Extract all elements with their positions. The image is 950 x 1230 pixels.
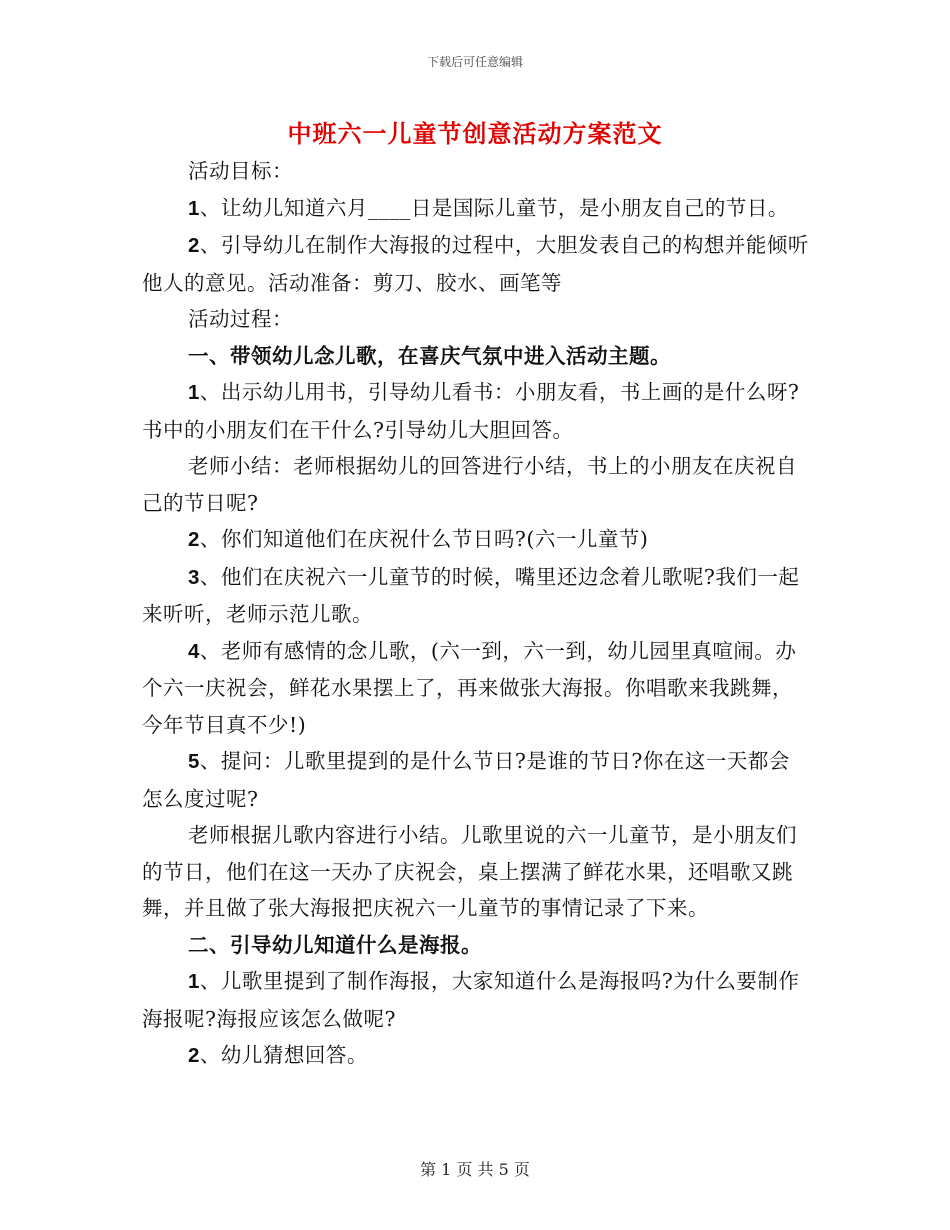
paragraph — [142, 448, 810, 521]
paragraph — [142, 633, 810, 744]
paragraph — [142, 1037, 810, 1075]
paragraph-text: 、出示幼儿用书，引导幼儿看书：小朋友看，书上画的是什么呀?书中的小朋友们在干什么?引导幼儿大胆回答。 — [142, 380, 800, 442]
paragraph-number: 1 — [188, 381, 200, 404]
paragraph — [142, 927, 810, 964]
paragraph-number: 1 — [188, 970, 200, 993]
paragraph-number: 5 — [188, 750, 200, 773]
paragraph-text: 、他们在庆祝六一儿童节的时候，嘴里还边念着儿歌呢?我们一起来听听，老师示范儿歌。 — [142, 564, 800, 626]
paragraph-text: 一、带领幼儿念儿歌，在喜庆气氛中进入活动主题。 — [188, 343, 671, 368]
paragraph-number: 2 — [188, 528, 200, 551]
paragraph-text: 活动目标： — [188, 159, 293, 183]
paragraph — [142, 817, 810, 927]
document-title: 中班六一儿童节创意活动方案范文 — [287, 119, 663, 148]
paragraph — [142, 153, 810, 190]
paragraph — [142, 743, 810, 817]
paragraph-text: 、让幼儿知道六月____日是国际儿童节，是小朋友自己的节日。 — [199, 195, 789, 220]
paragraph — [142, 559, 810, 633]
paragraph — [142, 301, 810, 338]
paragraph — [142, 190, 810, 228]
paragraph-text: 、引导幼儿在制作大海报的过程中，大胆发表自己的构想并能倾听他人的意见。活动准备：剪刀、胶水、画笔等 — [142, 233, 809, 295]
paragraph-text: 、提问：儿歌里提到的是什么节日?是谁的节日?你在这一天都会怎么度过呢? — [142, 749, 790, 811]
paragraph-text: 二、引导幼儿知道什么是海报。 — [188, 932, 482, 957]
paragraph-text: 活动过程： — [188, 307, 293, 331]
paragraph-number: 1 — [188, 196, 200, 220]
paragraph — [142, 963, 810, 1037]
page-footer: 第 1 页 共 5 页 — [420, 1160, 530, 1179]
paragraph-text: 老师根据儿歌内容进行小结。儿歌里说的六一儿童节，是小朋友们的节日，他们在这一天办了庆祝会，桌上摆满了鲜花水果，还唱歌又跳舞，并且做了张大海报把庆祝六一儿童节的事情记录了下来。 — [142, 823, 797, 920]
paragraph-number: 2 — [188, 234, 200, 257]
paragraph-text: 、幼儿猜想回答。 — [199, 1043, 368, 1067]
paragraph-text: 、儿歌里提到了制作海报，大家知道什么是海报吗?为什么要制作海报呢?海报应该怎么做呢? — [142, 969, 800, 1031]
page-header: 下载后可任意编辑 — [426, 55, 523, 69]
paragraph-number: 2 — [188, 1044, 200, 1067]
document-body — [142, 153, 810, 1075]
paragraph — [142, 338, 810, 375]
paragraph-number: 4 — [188, 639, 200, 663]
paragraph-text: 、老师有感情的念儿歌，(六一到，六一到，幼儿园里真喧闹。办个六一庆祝会，鲜花水果摆上了，再来做张大海报。你唱歌来我跳舞，今年节目真不少!) — [142, 638, 797, 737]
paragraph — [142, 521, 810, 559]
paragraph-text: 、你们知道他们在庆祝什么节日吗?(六一儿童节) — [199, 527, 649, 551]
paragraph-number: 3 — [188, 565, 200, 589]
paragraph-text: 老师小结：老师根据幼儿的回答进行小结，书上的小朋友在庆祝自己的节日呢? — [142, 454, 797, 515]
paragraph — [142, 227, 810, 301]
paragraph — [142, 374, 810, 448]
